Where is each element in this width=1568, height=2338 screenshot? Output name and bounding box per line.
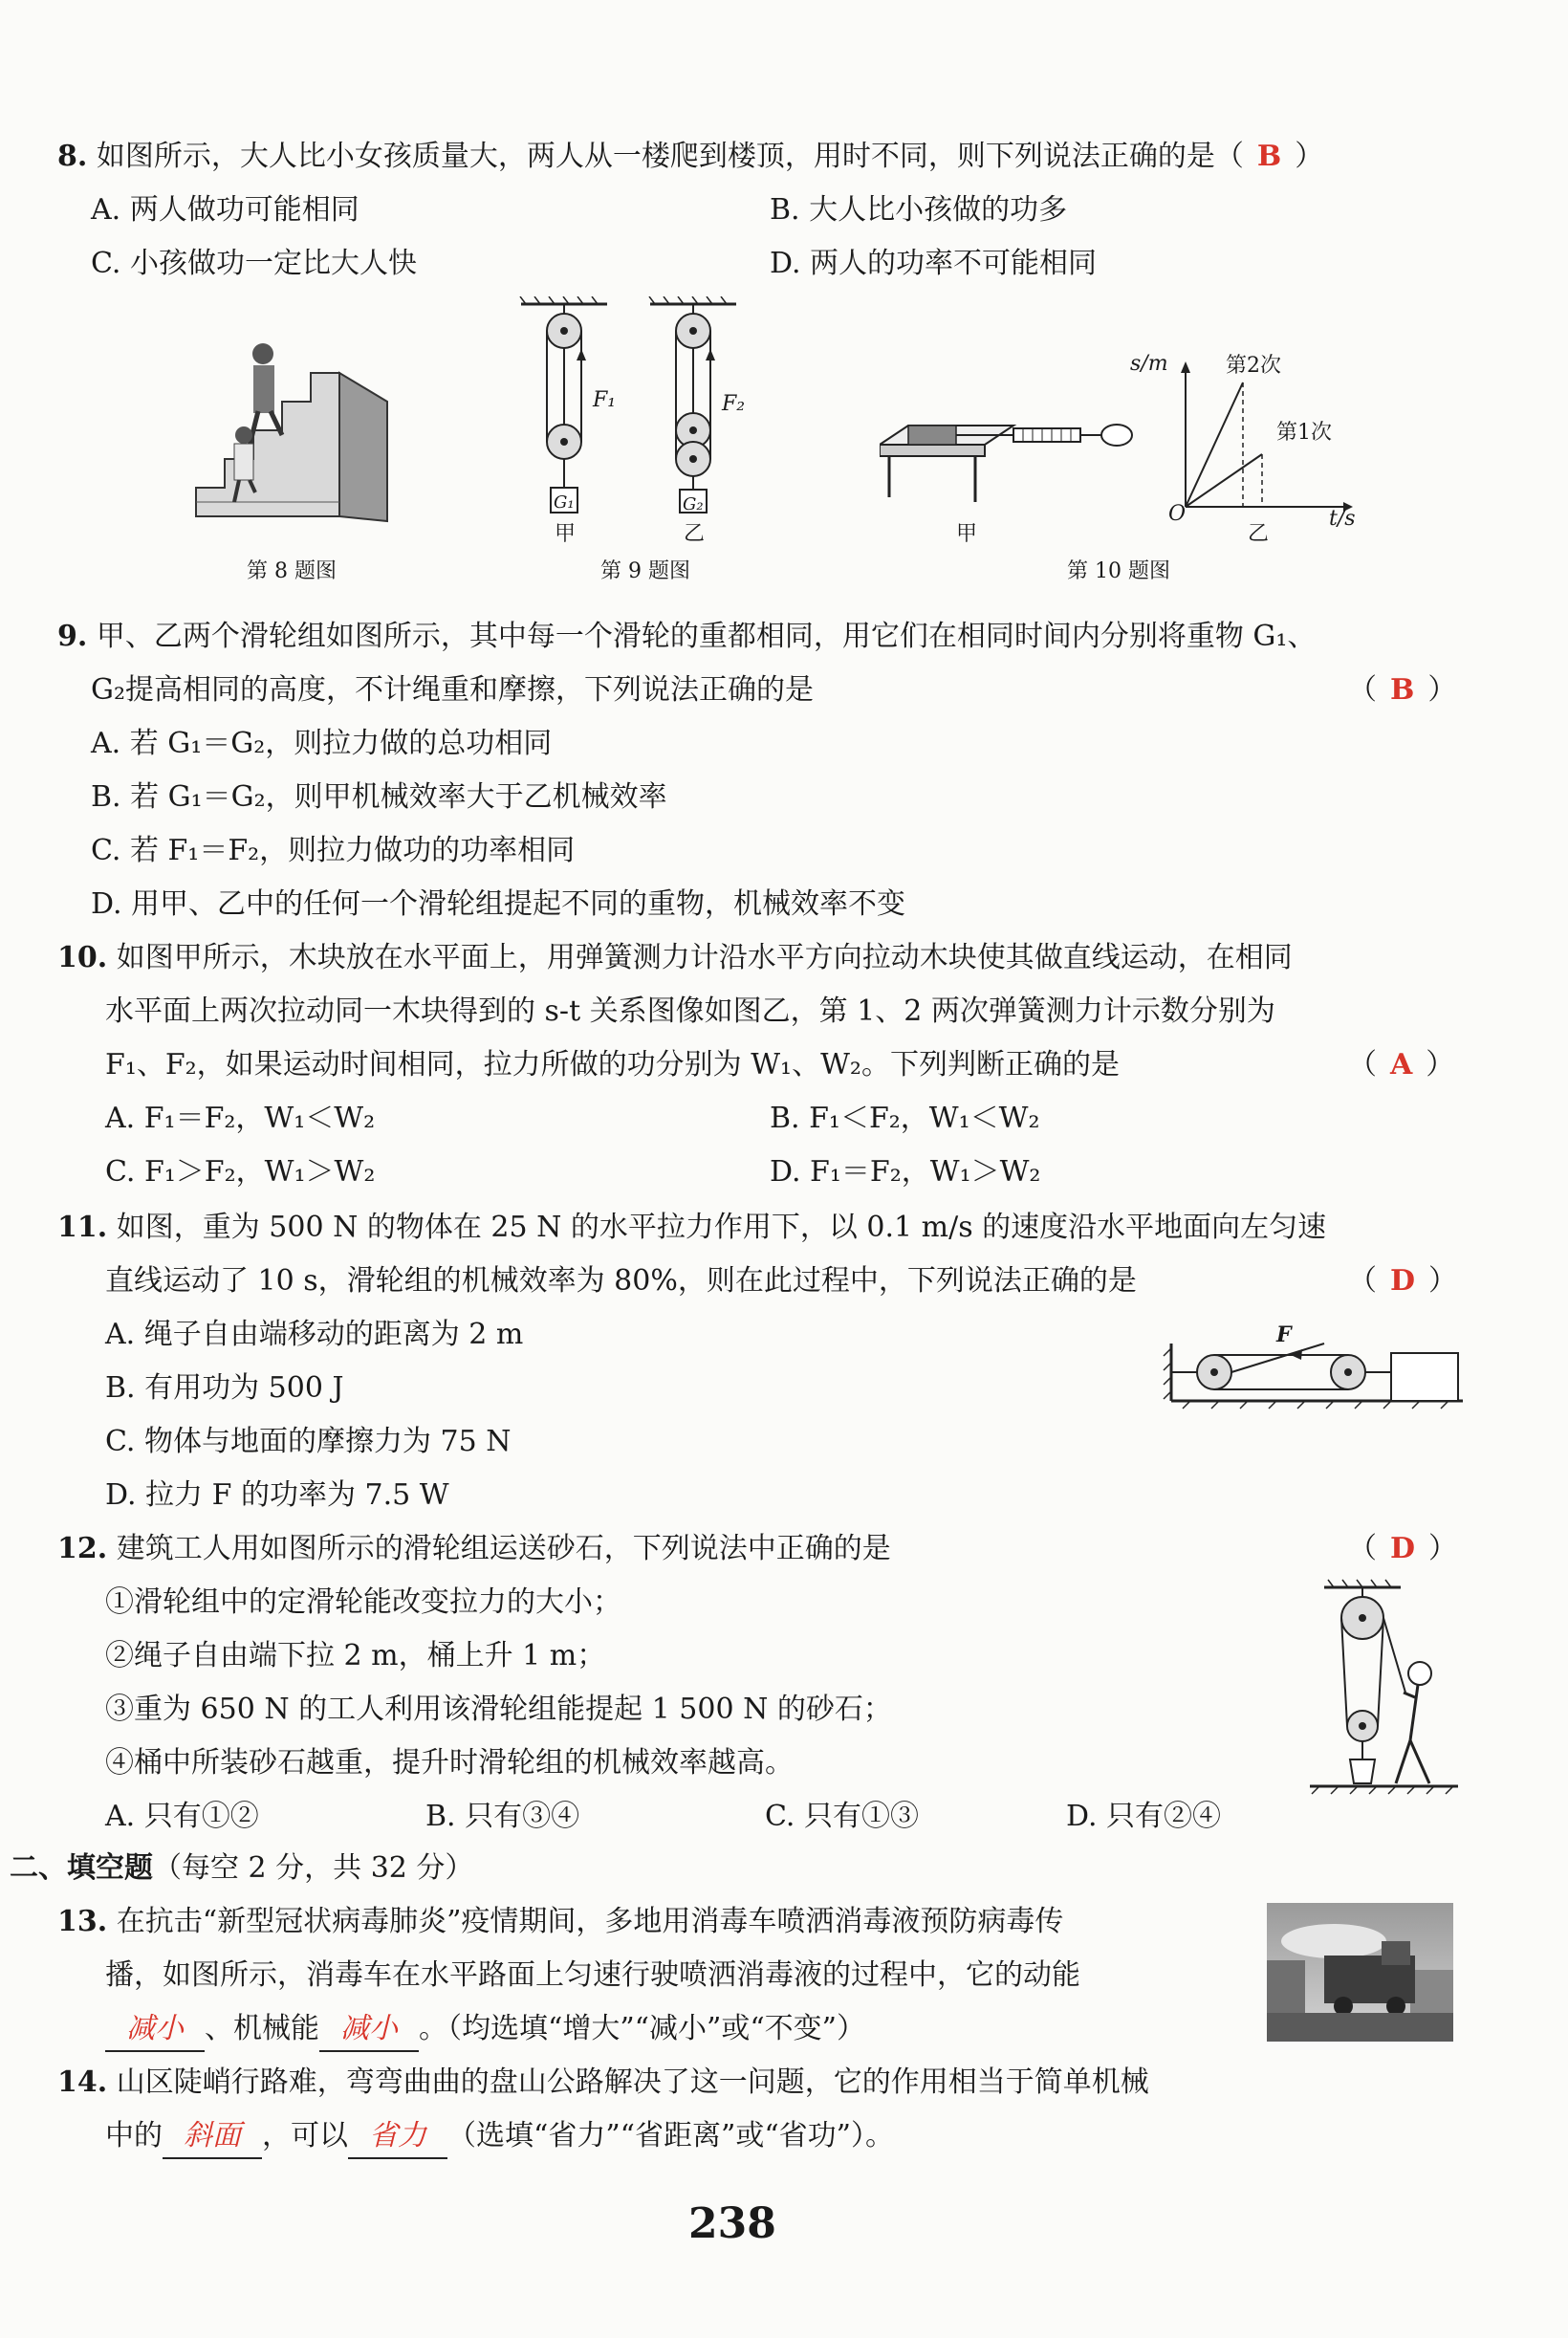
figure-8-caption: 第 8 题图	[247, 559, 337, 583]
q12-stem	[57, 1528, 891, 1570]
q11-option-d: D. 拉力 F 的功率为 7.5 W	[105, 1478, 449, 1512]
xlabel: t/s	[1329, 507, 1356, 531]
q13-blank-2: 减小	[319, 2008, 419, 2052]
q12-statement-3: ③重为 650 N 的工人利用该滑轮组能提起 1 500 N 的砂石；	[105, 1693, 892, 1726]
section-2-title: 二、填空题	[10, 1851, 153, 1885]
q8-number: 8.	[57, 140, 88, 173]
q9-number: 9.	[57, 620, 88, 653]
q13-number: 13.	[57, 1905, 108, 1938]
figure-9-caption: 第 9 题图	[600, 559, 690, 583]
q8-stem-text: 如图所示，大人比小女孩质量大，两人从一楼爬到楼顶，用时不同，则下列说法正确的是（	[96, 140, 1244, 173]
q11-option-c: C. 物体与地面的摩擦力为 75 N	[105, 1425, 512, 1458]
f2-label: F₂	[722, 392, 746, 416]
q9-stem-1-text: 甲、乙两个滑轮组如图所示，其中每一个滑轮的重都相同，用它们在相同时间内分别将重物 G₁、	[96, 620, 1317, 653]
q11-answer-box: （ D ）	[1348, 1264, 1458, 1298]
q11-stem-2: 直线运动了 10 s，滑轮组的机械效率为 80%，则在此过程中，下列说法正确的是	[105, 1264, 1137, 1298]
q12-number: 12.	[57, 1532, 108, 1565]
stairs-figure	[186, 316, 402, 531]
fig9-yi-label: 乙	[684, 522, 706, 546]
q12-stem-text: 建筑工人用如图所示的滑轮组运送砂石，下列说法中正确的是	[116, 1532, 891, 1565]
q9-option-c: C. 若 F₁＝F₂，则拉力做功的功率相同	[91, 834, 576, 867]
page-number: 238	[688, 2199, 776, 2248]
q9-answer: B	[1390, 673, 1415, 707]
q12-option-c: C. 只有①③	[765, 1800, 919, 1833]
q9-stem-2: G₂提高相同的高度，不计绳重和摩擦，下列说法正确的是	[91, 673, 814, 707]
q12-answer-box: （ D ）	[1348, 1532, 1458, 1565]
q12-statement-4: ④桶中所装砂石越重，提升时滑轮组的机械效率越高。	[105, 1746, 794, 1780]
q10-stem-1-text: 如图甲所示，木块放在水平面上，用弹簧测力计沿水平方向拉动木块使其做直线运动，在相同	[116, 941, 1293, 974]
q8-close: ）	[1295, 140, 1324, 173]
q12-option-d: D. 只有②④	[1066, 1800, 1222, 1833]
section-2-note: （每空 2 分，共 32 分）	[153, 1851, 474, 1885]
q13-line-1-text: 在抗击“新型冠状病毒肺炎”疫情期间，多地用消毒车喷洒消毒液预防病毒传	[116, 1905, 1064, 1938]
q10-option-a: A. F₁＝F₂，W₁＜W₂	[105, 1102, 376, 1135]
q11-number: 11.	[57, 1211, 108, 1244]
fig9-jia-label: 甲	[555, 522, 577, 546]
q10-answer: A	[1390, 1048, 1413, 1082]
q10-stem-3: F₁、F₂，如果运动时间相同，拉力所做的功分别为 W₁、W₂。下列判断正确的是	[105, 1048, 1120, 1082]
q8-option-c: C. 小孩做功一定比大人快	[91, 247, 417, 280]
q11-stem-1-text: 如图，重为 500 N 的物体在 25 N 的水平拉力作用下，以 0.1 m/s 的速度沿水平地面向左匀速	[116, 1211, 1327, 1244]
q14-line-1-text: 山区陡峭行路难，弯弯曲曲的盘山公路解决了这一问题，它的作用相当于简单机械	[116, 2065, 1149, 2099]
f-label-q11: F	[1276, 1322, 1292, 1347]
q13-line-1	[57, 1901, 1063, 1943]
q8-option-a: A. 两人做功可能相同	[91, 193, 359, 227]
g1-label: G₁	[554, 492, 575, 513]
q10-option-d: D. F₁＝F₂，W₁＞W₂	[770, 1155, 1041, 1189]
figure-10-caption: 第 10 题图	[1067, 559, 1170, 583]
q10-option-c: C. F₁＞F₂，W₁＞W₂	[105, 1155, 376, 1189]
q14-line-2: 中的 斜面 ，可以 省力 （选填“省力”“省距离”或“省功”）。	[105, 2115, 894, 2159]
q10-answer-box: （ A ）	[1348, 1048, 1455, 1082]
origin-label: O	[1168, 502, 1187, 526]
q9-option-b: B. 若 G₁＝G₂，则甲机械效率大于乙机械效率	[91, 780, 667, 814]
q12-answer: D	[1390, 1532, 1416, 1565]
q11-option-a: A. 绳子自由端移动的距离为 2 m	[105, 1318, 524, 1351]
q9-stem-1	[57, 616, 1316, 658]
fig10-yi-label: 乙	[1248, 522, 1270, 546]
q11-stem-1	[57, 1207, 1326, 1249]
disinfection-truck-photo	[1267, 1903, 1453, 2042]
worker-pulley-figure	[1291, 1578, 1463, 1826]
q11-option-b: B. 有用功为 500 J	[105, 1371, 344, 1405]
series-second-label: 第2次	[1226, 354, 1281, 378]
q13-line-2: 播，如图所示，消毒车在水平路面上匀速行驶喷洒消毒液的过程中，它的动能	[105, 1958, 1080, 1992]
q12-statement-1: ①滑轮组中的定滑轮能改变拉力的大小；	[105, 1585, 621, 1619]
q9-answer-box: （ B ）	[1348, 673, 1457, 707]
q10-stem-2: 水平面上两次拉动同一木块得到的 s-t 关系图像如图乙，第 1、2 两次弹簧测力计示数分别为	[105, 994, 1275, 1028]
f1-label: F₁	[593, 388, 617, 412]
q10-option-b: B. F₁＜F₂，W₁＜W₂	[770, 1102, 1040, 1135]
q11-answer: D	[1390, 1264, 1416, 1298]
q9-option-a: A. 若 G₁＝G₂，则拉力做的总功相同	[91, 727, 553, 760]
ylabel: s/m	[1130, 352, 1168, 376]
series-first-label: 第1次	[1276, 421, 1332, 445]
g2-label: G₂	[683, 494, 704, 514]
q8-option-d: D. 两人的功率不可能相同	[770, 247, 1098, 280]
fig10-jia-label: 甲	[956, 522, 978, 546]
section-2-heading	[10, 1847, 473, 1890]
q12-statement-2: ②绳子自由端下拉 2 m，桶上升 1 m；	[105, 1639, 606, 1672]
q12-option-b: B. 只有③④	[425, 1800, 580, 1833]
q13-blank-1: 减小	[105, 2008, 205, 2052]
q14-blank-1: 斜面	[163, 2115, 262, 2159]
q10-number: 10.	[57, 941, 108, 974]
horizontal-pulley-figure	[1162, 1324, 1468, 1410]
q14-number: 14.	[57, 2065, 108, 2099]
q8-stem	[57, 136, 1323, 178]
q12-option-a: A. 只有①②	[105, 1800, 259, 1833]
q14-line-1	[57, 2062, 1149, 2104]
q14-blank-2: 省力	[348, 2115, 447, 2159]
q10-stem-1	[57, 937, 1293, 979]
spring-scale-figure	[880, 397, 1147, 512]
q8-option-b: B. 大人比小孩做的功多	[770, 193, 1068, 227]
q13-line-3: 减小 、机械能 减小 。（均选填“增大”“减小”或“不变”）	[105, 2008, 865, 2052]
q9-option-d: D. 用甲、乙中的任何一个滑轮组提起不同的重物，机械效率不变	[91, 887, 906, 921]
q8-answer: B	[1256, 140, 1282, 173]
